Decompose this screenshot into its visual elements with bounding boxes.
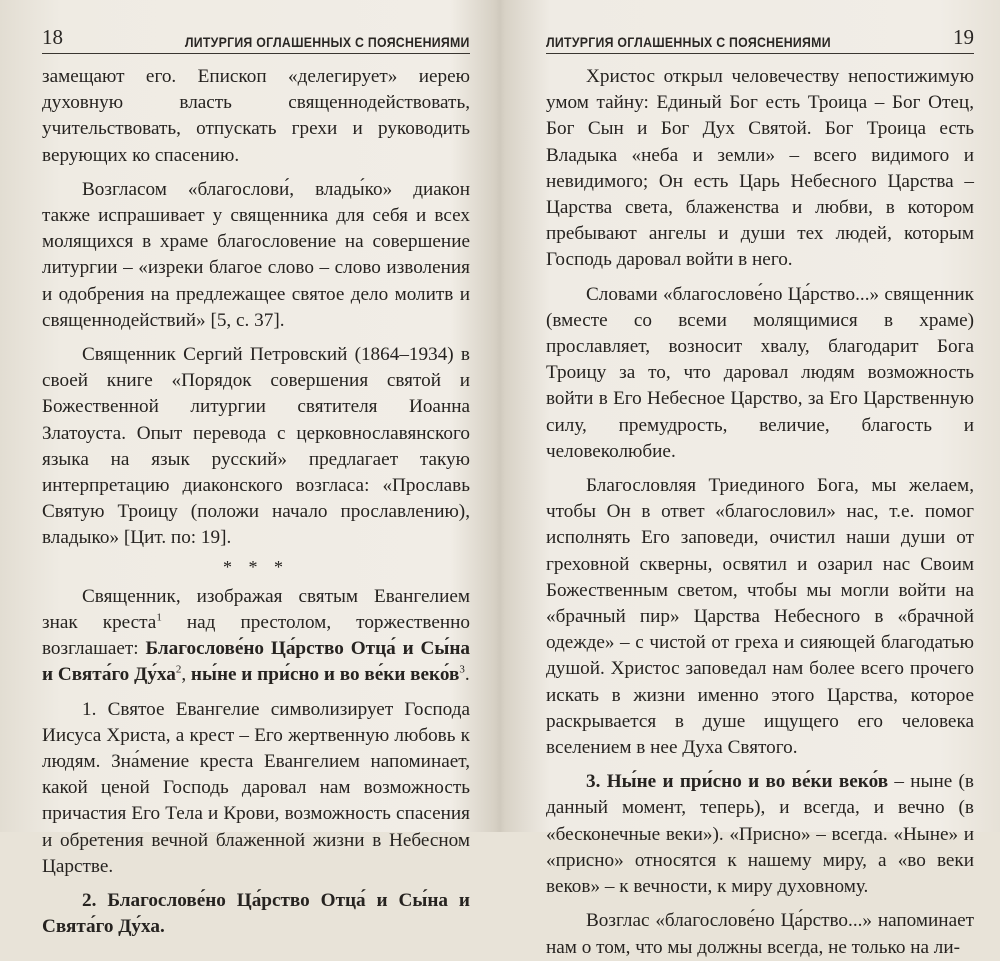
footnote-ref: 3 (459, 664, 465, 677)
liturgical-phrase: Благослове́но Ца́рство Отца́ и Сы́на и Свята́го Ду́ха (42, 638, 470, 686)
text-run: , (181, 664, 191, 686)
paragraph: Возглас «благослове́но Ца́рство...» напоминает нам о том, что мы должны всегда, не только на ли- (546, 910, 974, 958)
list-number: 3. (586, 771, 607, 793)
left-page-header (42, 24, 470, 54)
liturgical-phrase: Ны́не и при́сно и во ве́ки веко́в (606, 771, 889, 793)
paragraph (546, 769, 974, 900)
paragraph (42, 888, 470, 940)
left-page-text (42, 64, 470, 941)
list-number: 2. (82, 890, 108, 912)
paragraph: замещают его. Епископ «делегирует» иерею духовную власть священнодействовать, учительствовать, отпускать грехи и руководить верующих ко спасению. (42, 66, 470, 166)
paragraph: 1. Святое Евангелие символизирует Господа Иисуса Христа, а крест – Его жертвенную любовь к людям. Зна́мение креста Евангелием напоминает, какой ценой Господь даровал нам возможность причастия Его Тела и Крови, возможность спасения и обретения вечной блаженной жизни в Небесном Царстве. (42, 698, 470, 877)
running-title-right: ЛИТУРГИЯ ОГЛАШЕННЫХ С ПОЯСНЕНИЯМИ (546, 34, 831, 50)
right-page-header (546, 24, 974, 54)
paragraph: Христос открыл человечеству непостижимую умом тайну: Единый Бог есть Троица – Бог Отец, Бог Сын и Бог Дух Святой. Бог Троица есть Владыка «неба и земли» – всего видимого и невидимого; Он есть Царь Небесного Царства – Царства света, блаженства и любви, в котором пребывают ангелы и души тех людей, которым Господь даровал войти в него. (546, 66, 974, 271)
text-run: . (159, 916, 165, 938)
paragraph: Возгласом «благослови́, влады́ко» диакон также испрашивает у священника для себя и всех молящихся в храме благословение на совершение литургии – «изреки благое слово – слово изволения и одобрения на предлежащее святое дело молитв и священнодействий» [5, с. 37]. (42, 178, 470, 331)
paragraph: Словами «благослове́но Ца́рство...» священник (вместе со всеми молящимися в храме) прославляет, возносит хвалу, благодарит Бога Троицу за то, что даровал людям возможность войти в Его Небесное Царство, за Его Царственную силу, премудрость, величие, благость и человеколюбие. (546, 283, 974, 462)
paragraph: Священник Сергий Петровский (1864–1934) в своей книге «Порядок совершения святой и Божественной литургии святителя Иоанна Златоуста. Опыт перевода с церковнославянского языка на язык русский» предлагает такую интерпретацию диаконского возгласа: «Прославь Святую Троицу (положи начало прославлению), владыко» [Цит. по: 19]. (42, 344, 470, 549)
footnote-ref: 1 (156, 611, 162, 624)
text-run: . (464, 664, 470, 686)
paragraph: Благословляя Триединого Бога, мы желаем, чтобы Он в ответ «благословил» нас, т.е. помог исполнять Его заповеди, очистил наши души от греховной скверны, освятил и озарил нас Своим Божественным светом, чтобы мы могли войти на «брачный пир» Царства Небесного в «брачной одежде» – с чистой от греха и сияющей благодатью душой. Христос заповедал нам более всего прочего искать в жизни именно этого Царства, которое раскрывается в душе ищущего его человека вселением в нее Духа Святого. (546, 475, 974, 759)
liturgical-phrase: Благослове́но Ца́рство Отца́ и Сы́на и Свята́го Ду́ха (42, 890, 470, 938)
liturgical-phrase: ны́не и при́сно и во ве́ки веко́в (190, 664, 460, 686)
text-run: над престолом, торжественно возглашает: (42, 612, 470, 660)
section-divider: * * * (223, 556, 289, 577)
right-page (500, 0, 1000, 958)
text-run: – ныне (в данный момент, теперь), и всегда, и вечно (в «бесконечные веки»). «Присно» – всегда. «Ныне» и «присно» относятся к нашему миру, а «во веки веков» – к вечности, к миру духовному. (546, 771, 974, 898)
left-page (0, 0, 500, 938)
footnote-ref: 2 (175, 664, 182, 677)
page-number-right: 19 (953, 25, 974, 49)
right-page-text (546, 64, 974, 961)
running-title-left: ЛИТУРГИЯ ОГЛАШЕННЫХ С ПОЯСНЕНИЯМИ (185, 34, 470, 50)
text-run: Священник, изображая святым Евангелием знак креста (42, 585, 470, 634)
page-number-left: 18 (42, 25, 63, 49)
paragraph (42, 584, 470, 689)
